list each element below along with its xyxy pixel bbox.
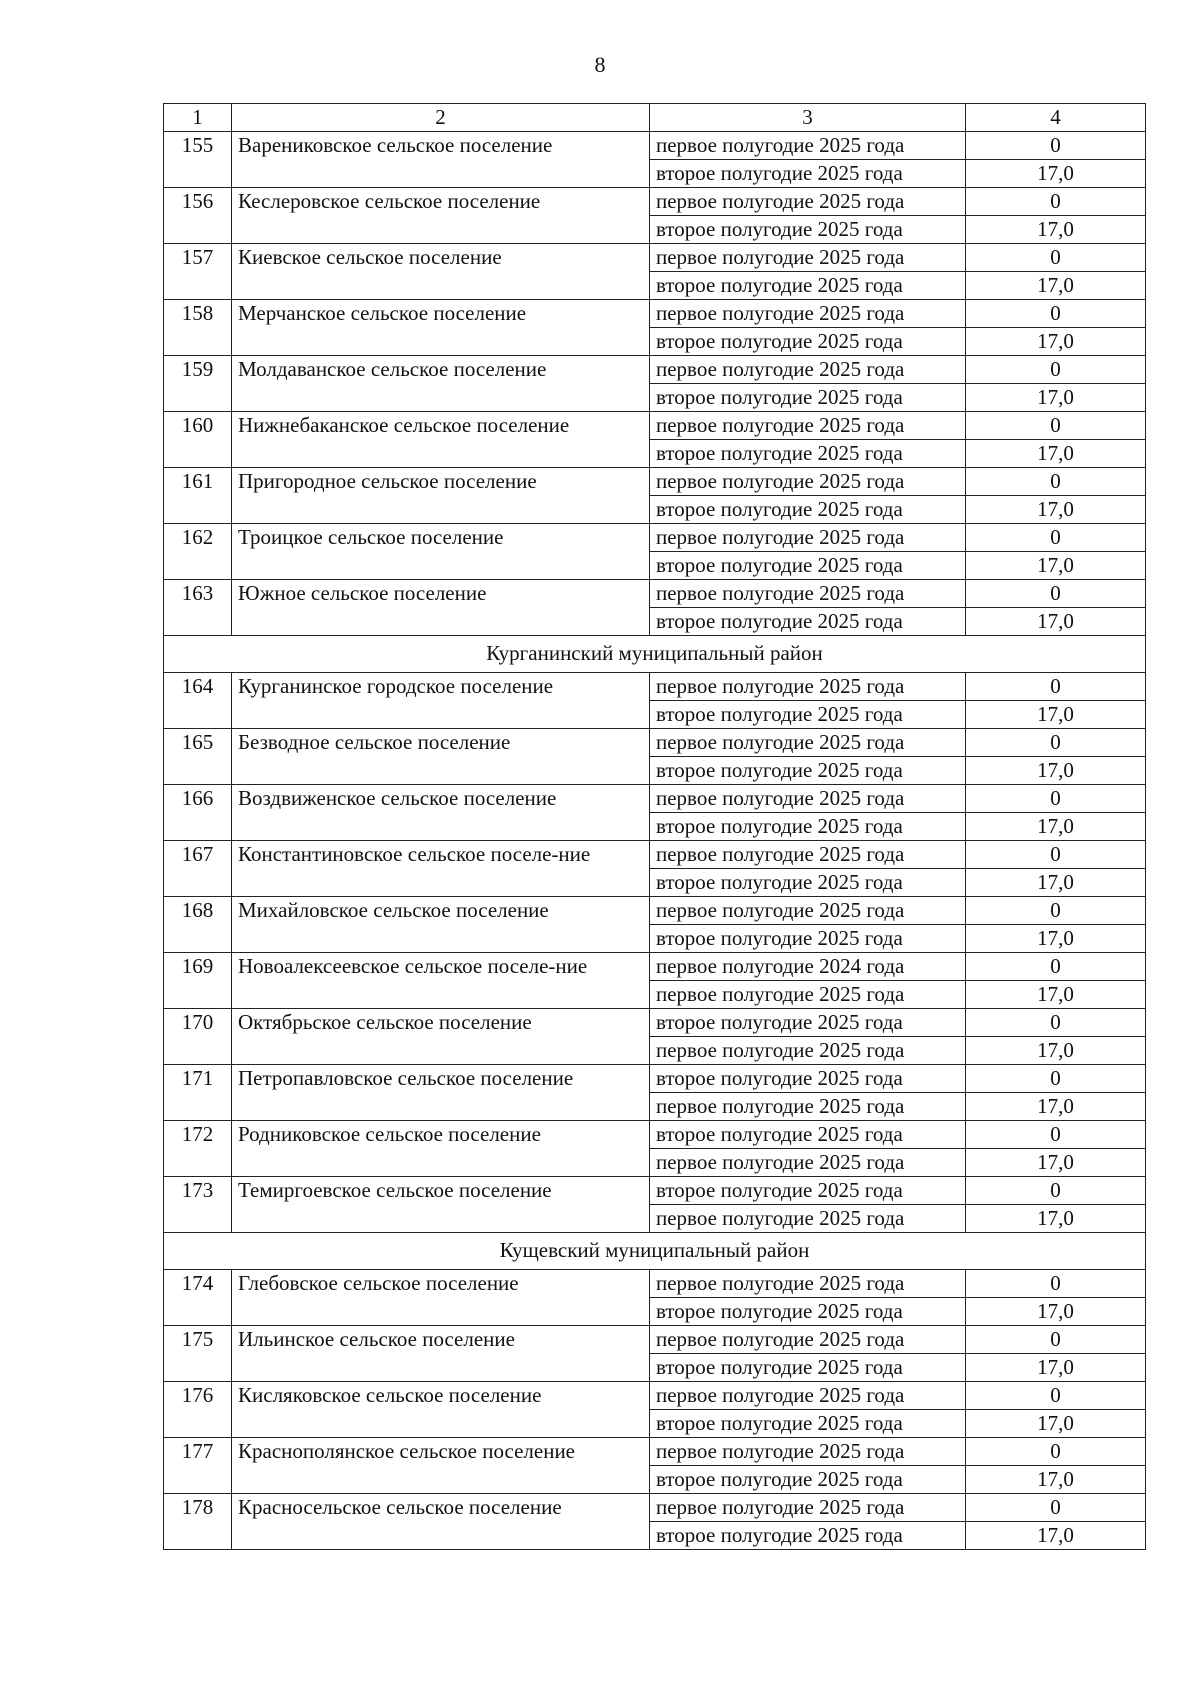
period-value: 0 bbox=[966, 1494, 1146, 1522]
period-label: первое полугодие 2025 года bbox=[650, 1093, 966, 1121]
table-row bbox=[164, 841, 1146, 869]
table-row bbox=[164, 132, 1146, 160]
period-label: первое полугодие 2025 года bbox=[650, 188, 966, 216]
column-header-4: 4 bbox=[966, 104, 1146, 132]
period-value: 17,0 bbox=[966, 1522, 1146, 1550]
period-value: 17,0 bbox=[966, 813, 1146, 841]
row-number: 173 bbox=[164, 1177, 232, 1233]
row-number: 157 bbox=[164, 244, 232, 300]
row-number: 175 bbox=[164, 1326, 232, 1382]
period-value: 0 bbox=[966, 300, 1146, 328]
row-number: 160 bbox=[164, 412, 232, 468]
period-value: 0 bbox=[966, 356, 1146, 384]
table-row bbox=[164, 1438, 1146, 1466]
row-number: 167 bbox=[164, 841, 232, 897]
period-label: второе полугодие 2025 года bbox=[650, 1354, 966, 1382]
table-row bbox=[164, 1326, 1146, 1354]
table-row bbox=[164, 188, 1146, 216]
period-value: 17,0 bbox=[966, 925, 1146, 953]
period-label: второе полугодие 2025 года bbox=[650, 757, 966, 785]
period-value: 0 bbox=[966, 524, 1146, 552]
period-value: 0 bbox=[966, 785, 1146, 813]
settlement-name: Октябрьское сельское поселение bbox=[232, 1009, 650, 1065]
period-label: второе полугодие 2025 года bbox=[650, 328, 966, 356]
table-row bbox=[164, 673, 1146, 701]
page-number: 8 bbox=[594, 52, 606, 77]
period-value: 0 bbox=[966, 244, 1146, 272]
period-value: 0 bbox=[966, 841, 1146, 869]
period-label: первое полугодие 2025 года bbox=[650, 1494, 966, 1522]
period-value: 17,0 bbox=[966, 160, 1146, 188]
period-value: 17,0 bbox=[966, 608, 1146, 636]
table-row bbox=[164, 1494, 1146, 1522]
period-label: первое полугодие 2024 года bbox=[650, 953, 966, 981]
period-value: 17,0 bbox=[966, 1205, 1146, 1233]
period-label: первое полугодие 2025 года bbox=[650, 1326, 966, 1354]
period-value: 0 bbox=[966, 953, 1146, 981]
period-label: второе полугодие 2025 года bbox=[650, 1410, 966, 1438]
period-value: 17,0 bbox=[966, 869, 1146, 897]
row-number: 155 bbox=[164, 132, 232, 188]
period-value: 17,0 bbox=[966, 1466, 1146, 1494]
table-row bbox=[164, 1121, 1146, 1149]
period-label: первое полугодие 2025 года bbox=[650, 1205, 966, 1233]
period-label: первое полугодие 2025 года bbox=[650, 785, 966, 813]
column-header-2: 2 bbox=[232, 104, 650, 132]
period-value: 0 bbox=[966, 188, 1146, 216]
settlement-name: Петропавловское сельское поселение bbox=[232, 1065, 650, 1121]
table-row bbox=[164, 356, 1146, 384]
row-number: 166 bbox=[164, 785, 232, 841]
period-label: второе полугодие 2025 года bbox=[650, 440, 966, 468]
table-row bbox=[164, 1065, 1146, 1093]
period-label: первое полугодие 2025 года bbox=[650, 1438, 966, 1466]
settlement-name: Молдаванское сельское поселение bbox=[232, 356, 650, 412]
table-row bbox=[164, 1382, 1146, 1410]
settlement-name: Безводное сельское поселение bbox=[232, 729, 650, 785]
table-row bbox=[164, 412, 1146, 440]
table-row bbox=[164, 729, 1146, 757]
period-value: 0 bbox=[966, 1121, 1146, 1149]
period-value: 0 bbox=[966, 1065, 1146, 1093]
period-value: 0 bbox=[966, 468, 1146, 496]
period-label: первое полугодие 2025 года bbox=[650, 580, 966, 608]
row-number: 178 bbox=[164, 1494, 232, 1550]
settlement-name: Варениковское сельское поселение bbox=[232, 132, 650, 188]
period-value: 0 bbox=[966, 132, 1146, 160]
row-number: 171 bbox=[164, 1065, 232, 1121]
column-header-row bbox=[164, 104, 1146, 132]
settlement-name: Пригородное сельское поселение bbox=[232, 468, 650, 524]
row-number: 158 bbox=[164, 300, 232, 356]
period-label: первое полугодие 2025 года bbox=[650, 356, 966, 384]
settlement-name: Красносельское сельское поселение bbox=[232, 1494, 650, 1550]
period-label: второе полугодие 2025 года bbox=[650, 216, 966, 244]
table-row bbox=[164, 1177, 1146, 1205]
row-number: 156 bbox=[164, 188, 232, 244]
period-value: 0 bbox=[966, 1009, 1146, 1037]
section-title: Курганинский муниципальный район bbox=[164, 636, 1146, 673]
table-row bbox=[164, 1270, 1146, 1298]
period-value: 17,0 bbox=[966, 701, 1146, 729]
period-label: первое полугодие 2025 года bbox=[650, 244, 966, 272]
table-row bbox=[164, 785, 1146, 813]
period-value: 0 bbox=[966, 412, 1146, 440]
settlement-name: Южное сельское поселение bbox=[232, 580, 650, 636]
settlement-name: Константиновское сельское поселе-ние bbox=[232, 841, 650, 897]
period-label: второе полугодие 2025 года bbox=[650, 160, 966, 188]
settlement-name: Воздвиженское сельское поселение bbox=[232, 785, 650, 841]
row-number: 177 bbox=[164, 1438, 232, 1494]
column-header-3: 3 bbox=[650, 104, 966, 132]
period-label: второе полугодие 2025 года bbox=[650, 552, 966, 580]
row-number: 174 bbox=[164, 1270, 232, 1326]
period-label: первое полугодие 2025 года bbox=[650, 300, 966, 328]
period-value: 17,0 bbox=[966, 1354, 1146, 1382]
period-label: первое полугодие 2025 года bbox=[650, 132, 966, 160]
period-label: первое полугодие 2025 года bbox=[650, 524, 966, 552]
row-number: 164 bbox=[164, 673, 232, 729]
period-label: первое полугодие 2025 года bbox=[650, 981, 966, 1009]
period-value: 17,0 bbox=[966, 981, 1146, 1009]
period-value: 0 bbox=[966, 1382, 1146, 1410]
table-row bbox=[164, 524, 1146, 552]
row-number: 176 bbox=[164, 1382, 232, 1438]
period-value: 17,0 bbox=[966, 1037, 1146, 1065]
period-label: первое полугодие 2025 года bbox=[650, 468, 966, 496]
period-label: первое полугодие 2025 года bbox=[650, 1037, 966, 1065]
period-value: 17,0 bbox=[966, 1149, 1146, 1177]
period-label: первое полугодие 2025 года bbox=[650, 412, 966, 440]
period-value: 0 bbox=[966, 1326, 1146, 1354]
period-label: второе полугодие 2025 года bbox=[650, 1298, 966, 1326]
period-value: 17,0 bbox=[966, 440, 1146, 468]
row-number: 172 bbox=[164, 1121, 232, 1177]
table-row bbox=[164, 244, 1146, 272]
settlement-name: Нижнебаканское сельское поселение bbox=[232, 412, 650, 468]
row-number: 168 bbox=[164, 897, 232, 953]
row-number: 162 bbox=[164, 524, 232, 580]
period-value: 17,0 bbox=[966, 496, 1146, 524]
column-header-1: 1 bbox=[164, 104, 232, 132]
period-label: первое полугодие 2025 года bbox=[650, 673, 966, 701]
settlement-name: Троицкое сельское поселение bbox=[232, 524, 650, 580]
period-label: первое полугодие 2025 года bbox=[650, 1270, 966, 1298]
period-label: второе полугодие 2025 года bbox=[650, 496, 966, 524]
row-number: 163 bbox=[164, 580, 232, 636]
period-value: 17,0 bbox=[966, 757, 1146, 785]
settlement-name: Михайловское сельское поселение bbox=[232, 897, 650, 953]
settlement-name: Киевское сельское поселение bbox=[232, 244, 650, 300]
settlement-name: Ильинское сельское поселение bbox=[232, 1326, 650, 1382]
period-label: второе полугодие 2025 года bbox=[650, 869, 966, 897]
period-label: второе полугодие 2025 года bbox=[650, 1065, 966, 1093]
period-label: второе полугодие 2025 года bbox=[650, 384, 966, 412]
period-value: 17,0 bbox=[966, 384, 1146, 412]
period-value: 17,0 bbox=[966, 328, 1146, 356]
settlement-name: Кисляковское сельское поселение bbox=[232, 1382, 650, 1438]
section-header-row bbox=[164, 636, 1146, 673]
period-value: 0 bbox=[966, 580, 1146, 608]
settlement-name: Новоалексеевское сельское поселе-ние bbox=[232, 953, 650, 1009]
table-row bbox=[164, 953, 1146, 981]
period-value: 17,0 bbox=[966, 216, 1146, 244]
period-value: 0 bbox=[966, 729, 1146, 757]
settlement-name: Мерчанское сельское поселение bbox=[232, 300, 650, 356]
period-label: первое полугодие 2025 года bbox=[650, 841, 966, 869]
table-row bbox=[164, 1009, 1146, 1037]
period-value: 0 bbox=[966, 673, 1146, 701]
period-label: второе полугодие 2025 года bbox=[650, 1009, 966, 1037]
settlements-table bbox=[163, 103, 1146, 1550]
row-number: 170 bbox=[164, 1009, 232, 1065]
settlement-name: Кеслеровское сельское поселение bbox=[232, 188, 650, 244]
section-header-row bbox=[164, 1233, 1146, 1270]
settlement-name: Глебовское сельское поселение bbox=[232, 1270, 650, 1326]
period-value: 17,0 bbox=[966, 1298, 1146, 1326]
period-value: 17,0 bbox=[966, 1093, 1146, 1121]
period-label: второе полугодие 2025 года bbox=[650, 1177, 966, 1205]
row-number: 165 bbox=[164, 729, 232, 785]
table-row bbox=[164, 468, 1146, 496]
section-title: Кущевский муниципальный район bbox=[164, 1233, 1146, 1270]
table-body bbox=[164, 104, 1146, 1550]
period-label: первое полугодие 2025 года bbox=[650, 1149, 966, 1177]
row-number: 159 bbox=[164, 356, 232, 412]
settlement-name: Темиргоевское сельское поселение bbox=[232, 1177, 650, 1233]
settlement-name: Курганинское городское поселение bbox=[232, 673, 650, 729]
period-label: второе полугодие 2025 года bbox=[650, 272, 966, 300]
period-label: первое полугодие 2025 года bbox=[650, 897, 966, 925]
period-value: 17,0 bbox=[966, 552, 1146, 580]
period-label: второе полугодие 2025 года bbox=[650, 1121, 966, 1149]
settlement-name: Родниковское сельское поселение bbox=[232, 1121, 650, 1177]
period-label: второе полугодие 2025 года bbox=[650, 925, 966, 953]
period-label: второе полугодие 2025 года bbox=[650, 701, 966, 729]
settlement-name: Краснополянское сельское поселение bbox=[232, 1438, 650, 1494]
period-label: второе полугодие 2025 года bbox=[650, 813, 966, 841]
table-row bbox=[164, 897, 1146, 925]
row-number: 169 bbox=[164, 953, 232, 1009]
period-value: 0 bbox=[966, 1177, 1146, 1205]
period-value: 0 bbox=[966, 897, 1146, 925]
table-row bbox=[164, 300, 1146, 328]
period-label: второе полугодие 2025 года bbox=[650, 608, 966, 636]
period-value: 0 bbox=[966, 1438, 1146, 1466]
period-value: 0 bbox=[966, 1270, 1146, 1298]
period-label: первое полугодие 2025 года bbox=[650, 1382, 966, 1410]
table-row bbox=[164, 580, 1146, 608]
period-value: 17,0 bbox=[966, 1410, 1146, 1438]
period-label: второе полугодие 2025 года bbox=[650, 1522, 966, 1550]
period-label: второе полугодие 2025 года bbox=[650, 1466, 966, 1494]
period-value: 17,0 bbox=[966, 272, 1146, 300]
period-label: первое полугодие 2025 года bbox=[650, 729, 966, 757]
row-number: 161 bbox=[164, 468, 232, 524]
